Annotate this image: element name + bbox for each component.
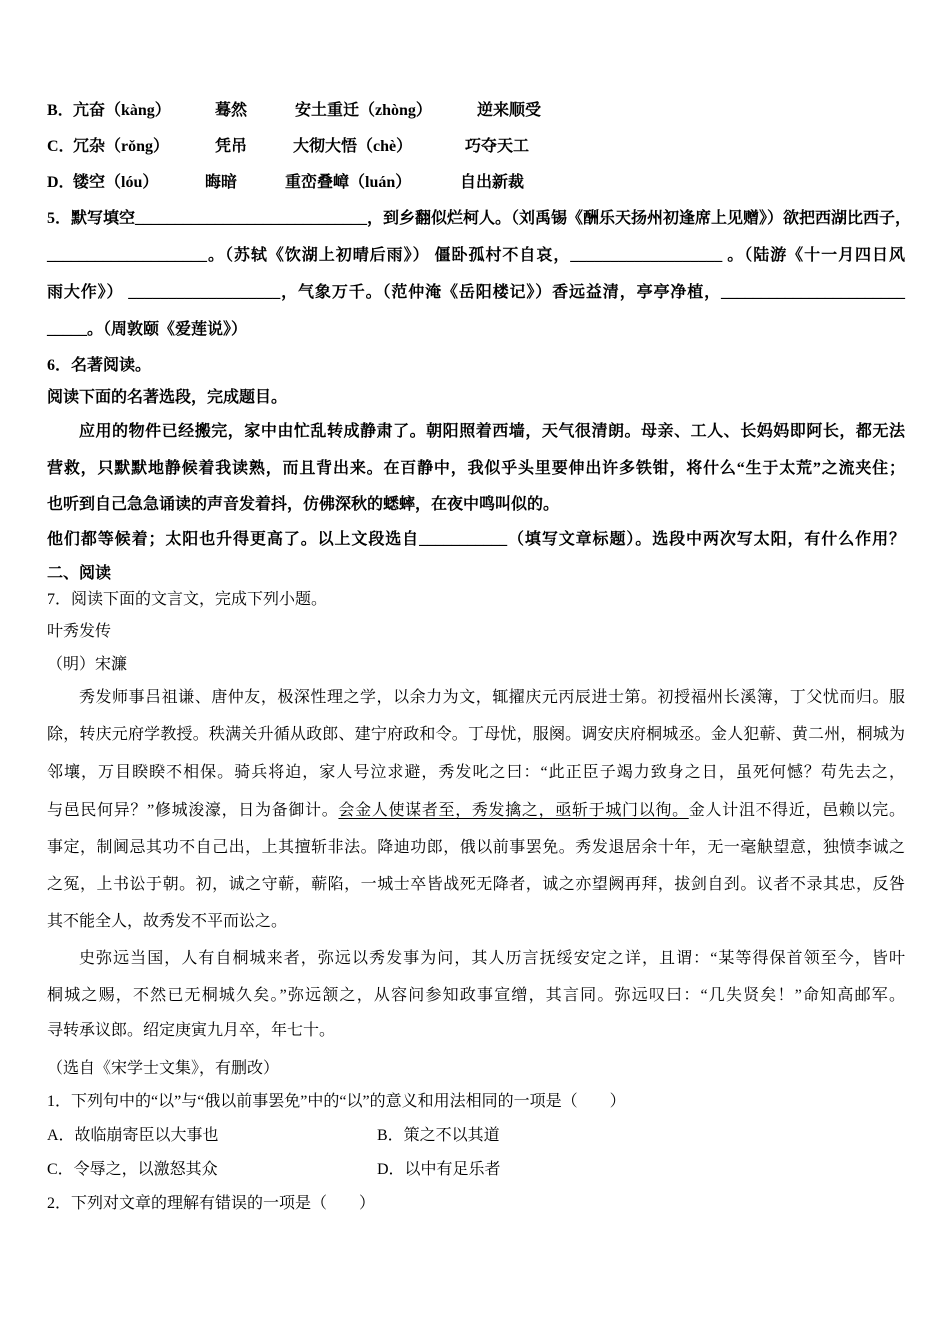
passage-line: 秀发师事吕祖谦、唐仲友，极深性理之学，以余力为文，辄擢庆元丙辰进士第。初授福州长溪簿，丁父忧而归。服 [79,689,905,706]
sub-q1-option-a: A．故临崩寄臣以大事也 [47,1127,219,1144]
option-label: C． [47,138,75,155]
q5-line: 5．默写填空_____________________________，到乡翻似烂柯人。（刘禹锡《酬乐天扬州初逢席上见赠》）欲把西湖比西子， [47,210,912,227]
option-item: 亢奋（kàng） [73,102,171,119]
q5-line: ____________________。（苏轼《饮湖上初晴后雨》） 僵卧孤村不自哀，___________________ 。（陆游《十一月四日风 [47,247,905,264]
option-item: 重峦叠嶂（luán） [285,174,412,191]
option-item: 冗杂（rǒng） [73,138,170,155]
passage-line: 寻转承议郎。绍定庚寅九月卒，年七十。 [47,1022,336,1039]
passage-line: 事定，制阃忌其功不自己出，上其擅斩非法。降迪功郎，俄以前事罢免。秀发退居余十年，无一毫觖望意，独愤李诚之 [47,839,905,856]
passage-line: 其不能全人，故秀发不平而讼之。 [47,913,288,930]
q4-option-c [47,137,905,157]
option-item: 凭吊 [215,138,248,155]
passage-text: 与邑民何异？”修城浚濠，日为备御计。 [47,802,339,819]
q6-passage-line: 也听到自己急急诵读的声音发着抖，仿佛深秋的蟋蟀，在夜中鸣叫似的。 [47,496,560,513]
option-item: 巧夺天工 [465,138,530,155]
section-title: 二、阅读 [47,565,112,582]
q6-title: 6．名著阅读。 [47,357,152,374]
q6-instruction: 阅读下面的名著选段，完成题目。 [47,389,288,406]
sub-q1-option-d: D．以中有足乐者 [377,1161,501,1178]
passage-text: 金人计沮不得近，邑赖以完。 [688,802,905,819]
sub-q1-option-c: C．令辱之，以激怒其众 [47,1161,218,1178]
q4-option-d [47,173,905,193]
q6-question: 他们都等候着；太阳也升得更高了。以上文段选自___________（填写文章标题）。选段中两次写太阳，有什么作用？ [47,531,905,548]
q4-option-b [47,101,905,121]
option-item: 自出新裁 [460,174,525,191]
passage-line: 史弥远当国，人有自桐城来者，弥远以秀发事为问，其人历言抚绥安定之详，且谓：“某等得保首领至今，皆叶 [79,950,905,967]
option-item: 蓦然 [215,102,248,119]
passage-line: 之冤，上书讼于朝。初，诚之守蕲，蕲陷，一城士卒皆战死无降者，诚之亦望阙再拜，拔剑自刭。议者不录其忠，反咎 [47,876,905,893]
article-title: 叶秀发传 [47,623,112,640]
passage-line: 邻壤，万目睽睽不相保。骑兵将迫，家人号泣求避，秀发叱之曰：“此正臣子竭力致身之日，虽死何憾？苟先去之， [47,764,905,781]
passage-line: 桐城之赐，不然已无桐城久矣。”弥远颔之，从容问参知政事宣缯，其言同。弥远叹曰：“几失贤矣！”命知高邮军。 [47,987,905,1004]
sub-question-2: 2．下列对文章的理解有错误的一项是（ ） [47,1195,376,1212]
option-item: 镂空（lóu） [73,174,159,191]
underlined-sentence: 会金人使谋者至，秀发擒之，亟斩于城门以徇。 [338,802,689,819]
option-item: 安土重迁（zhòng） [295,102,432,119]
option-item: 逆来顺受 [477,102,542,119]
passage-line [47,801,905,821]
sub-question-1: 1．下列句中的“以”与“俄以前事罢免”中的“以”的意义和用法相同的一项是（ ） [47,1093,626,1110]
q6-passage-line: 营救，只默默地静候着我读熟，而且背出来。在百静中，我似乎头里要伸出许多铁钳，将什么“生于太荒”之流夹住； [47,460,905,477]
option-item: 晦暗 [205,174,238,191]
q5-line: _____。（周敦颐《爱莲说》） [47,321,248,338]
passage-line: 除，转庆元府学教授。秩满关升循从政郎、建宁府政和令。丁母忧，服阕。调安庆府桐城丞。金人犯蕲、黄二州，桐城为 [47,726,905,743]
article-author: （明）宋濂 [47,656,128,673]
q6-passage-line: 应用的物件已经搬完，家中由忙乱转成静肃了。朝阳照着西墙，天气很清朗。母亲、工人、长妈妈即阿长，都无法 [79,423,905,440]
option-label: D． [47,174,75,191]
option-label: B． [47,102,74,119]
sub-q1-option-b: B．策之不以其道 [377,1127,500,1144]
option-item: 大彻大悟（chè） [293,138,413,155]
source-note: （选自《宋学士文集》，有删改） [47,1060,280,1077]
q5-line: 雨大作》） ___________________，气象万千。（范仲淹《岳阳楼记》）香远益清，亭亭净植，_______________________ [47,284,905,301]
q7-title: 7．阅读下面的文言文，完成下列小题。 [47,591,328,608]
